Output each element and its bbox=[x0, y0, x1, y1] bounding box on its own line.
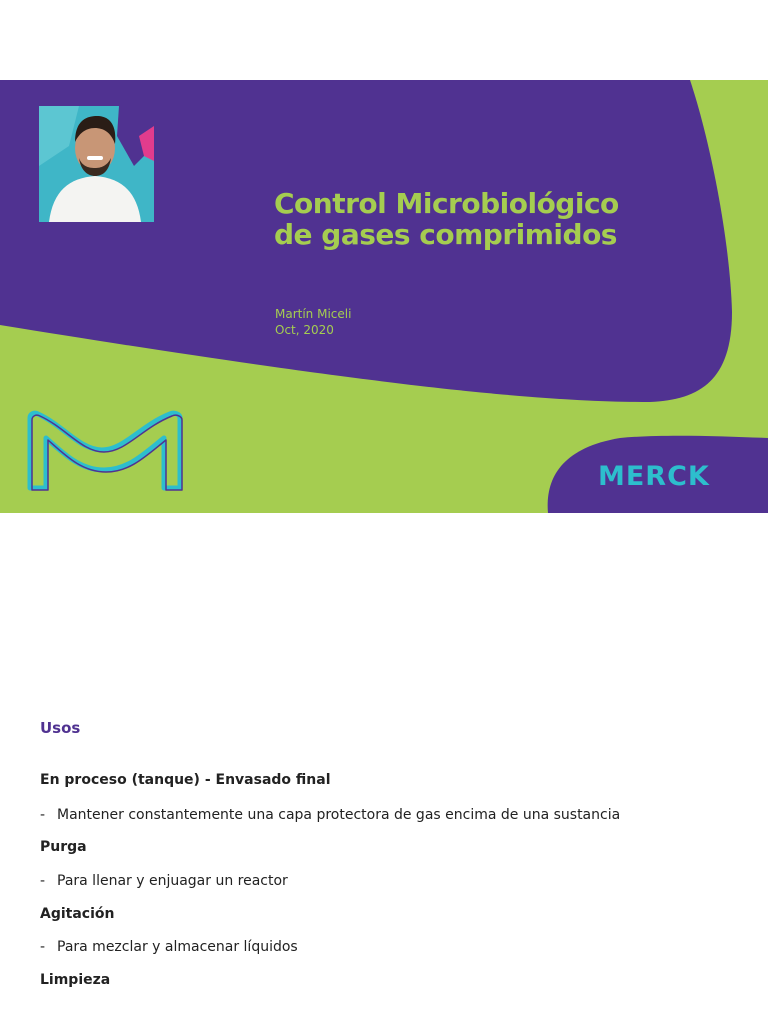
usage-item-label: Agitación bbox=[40, 906, 115, 922]
cover-slide bbox=[0, 80, 768, 513]
cover-title bbox=[274, 188, 714, 250]
merck-m-logo-icon bbox=[24, 410, 186, 494]
usage-item-label: En proceso (tanque) - Envasado final bbox=[40, 772, 331, 788]
author-photo bbox=[39, 106, 154, 222]
usage-item-detail-text: Para mezclar y almacenar líquidos bbox=[57, 939, 298, 955]
usage-item-detail-text: Para llenar y enjuagar un reactor bbox=[57, 873, 288, 889]
usage-item-label: Purga bbox=[40, 839, 87, 855]
bullet-dash: - bbox=[40, 807, 46, 823]
bullet-dash: - bbox=[40, 873, 46, 889]
usage-item-detail-text: Mantener constantemente una capa protectora de gas encima de una sustancia bbox=[57, 807, 621, 823]
presentation-date: Oct, 2020 bbox=[275, 323, 334, 337]
usage-item-label: Limpieza bbox=[40, 972, 111, 988]
section-heading: Usos bbox=[40, 719, 81, 737]
bullet-dash: - bbox=[40, 939, 46, 955]
usage-item-detail bbox=[40, 873, 740, 889]
cover-title-line-1: Control Microbiológico bbox=[274, 187, 619, 220]
merck-wordmark-logo: MERCK bbox=[598, 461, 710, 492]
usage-item-detail bbox=[40, 807, 740, 823]
usage-item-detail bbox=[40, 939, 740, 955]
author-name: Martín Miceli bbox=[275, 307, 352, 321]
cover-title-line-2: de gases comprimidos bbox=[274, 218, 617, 251]
